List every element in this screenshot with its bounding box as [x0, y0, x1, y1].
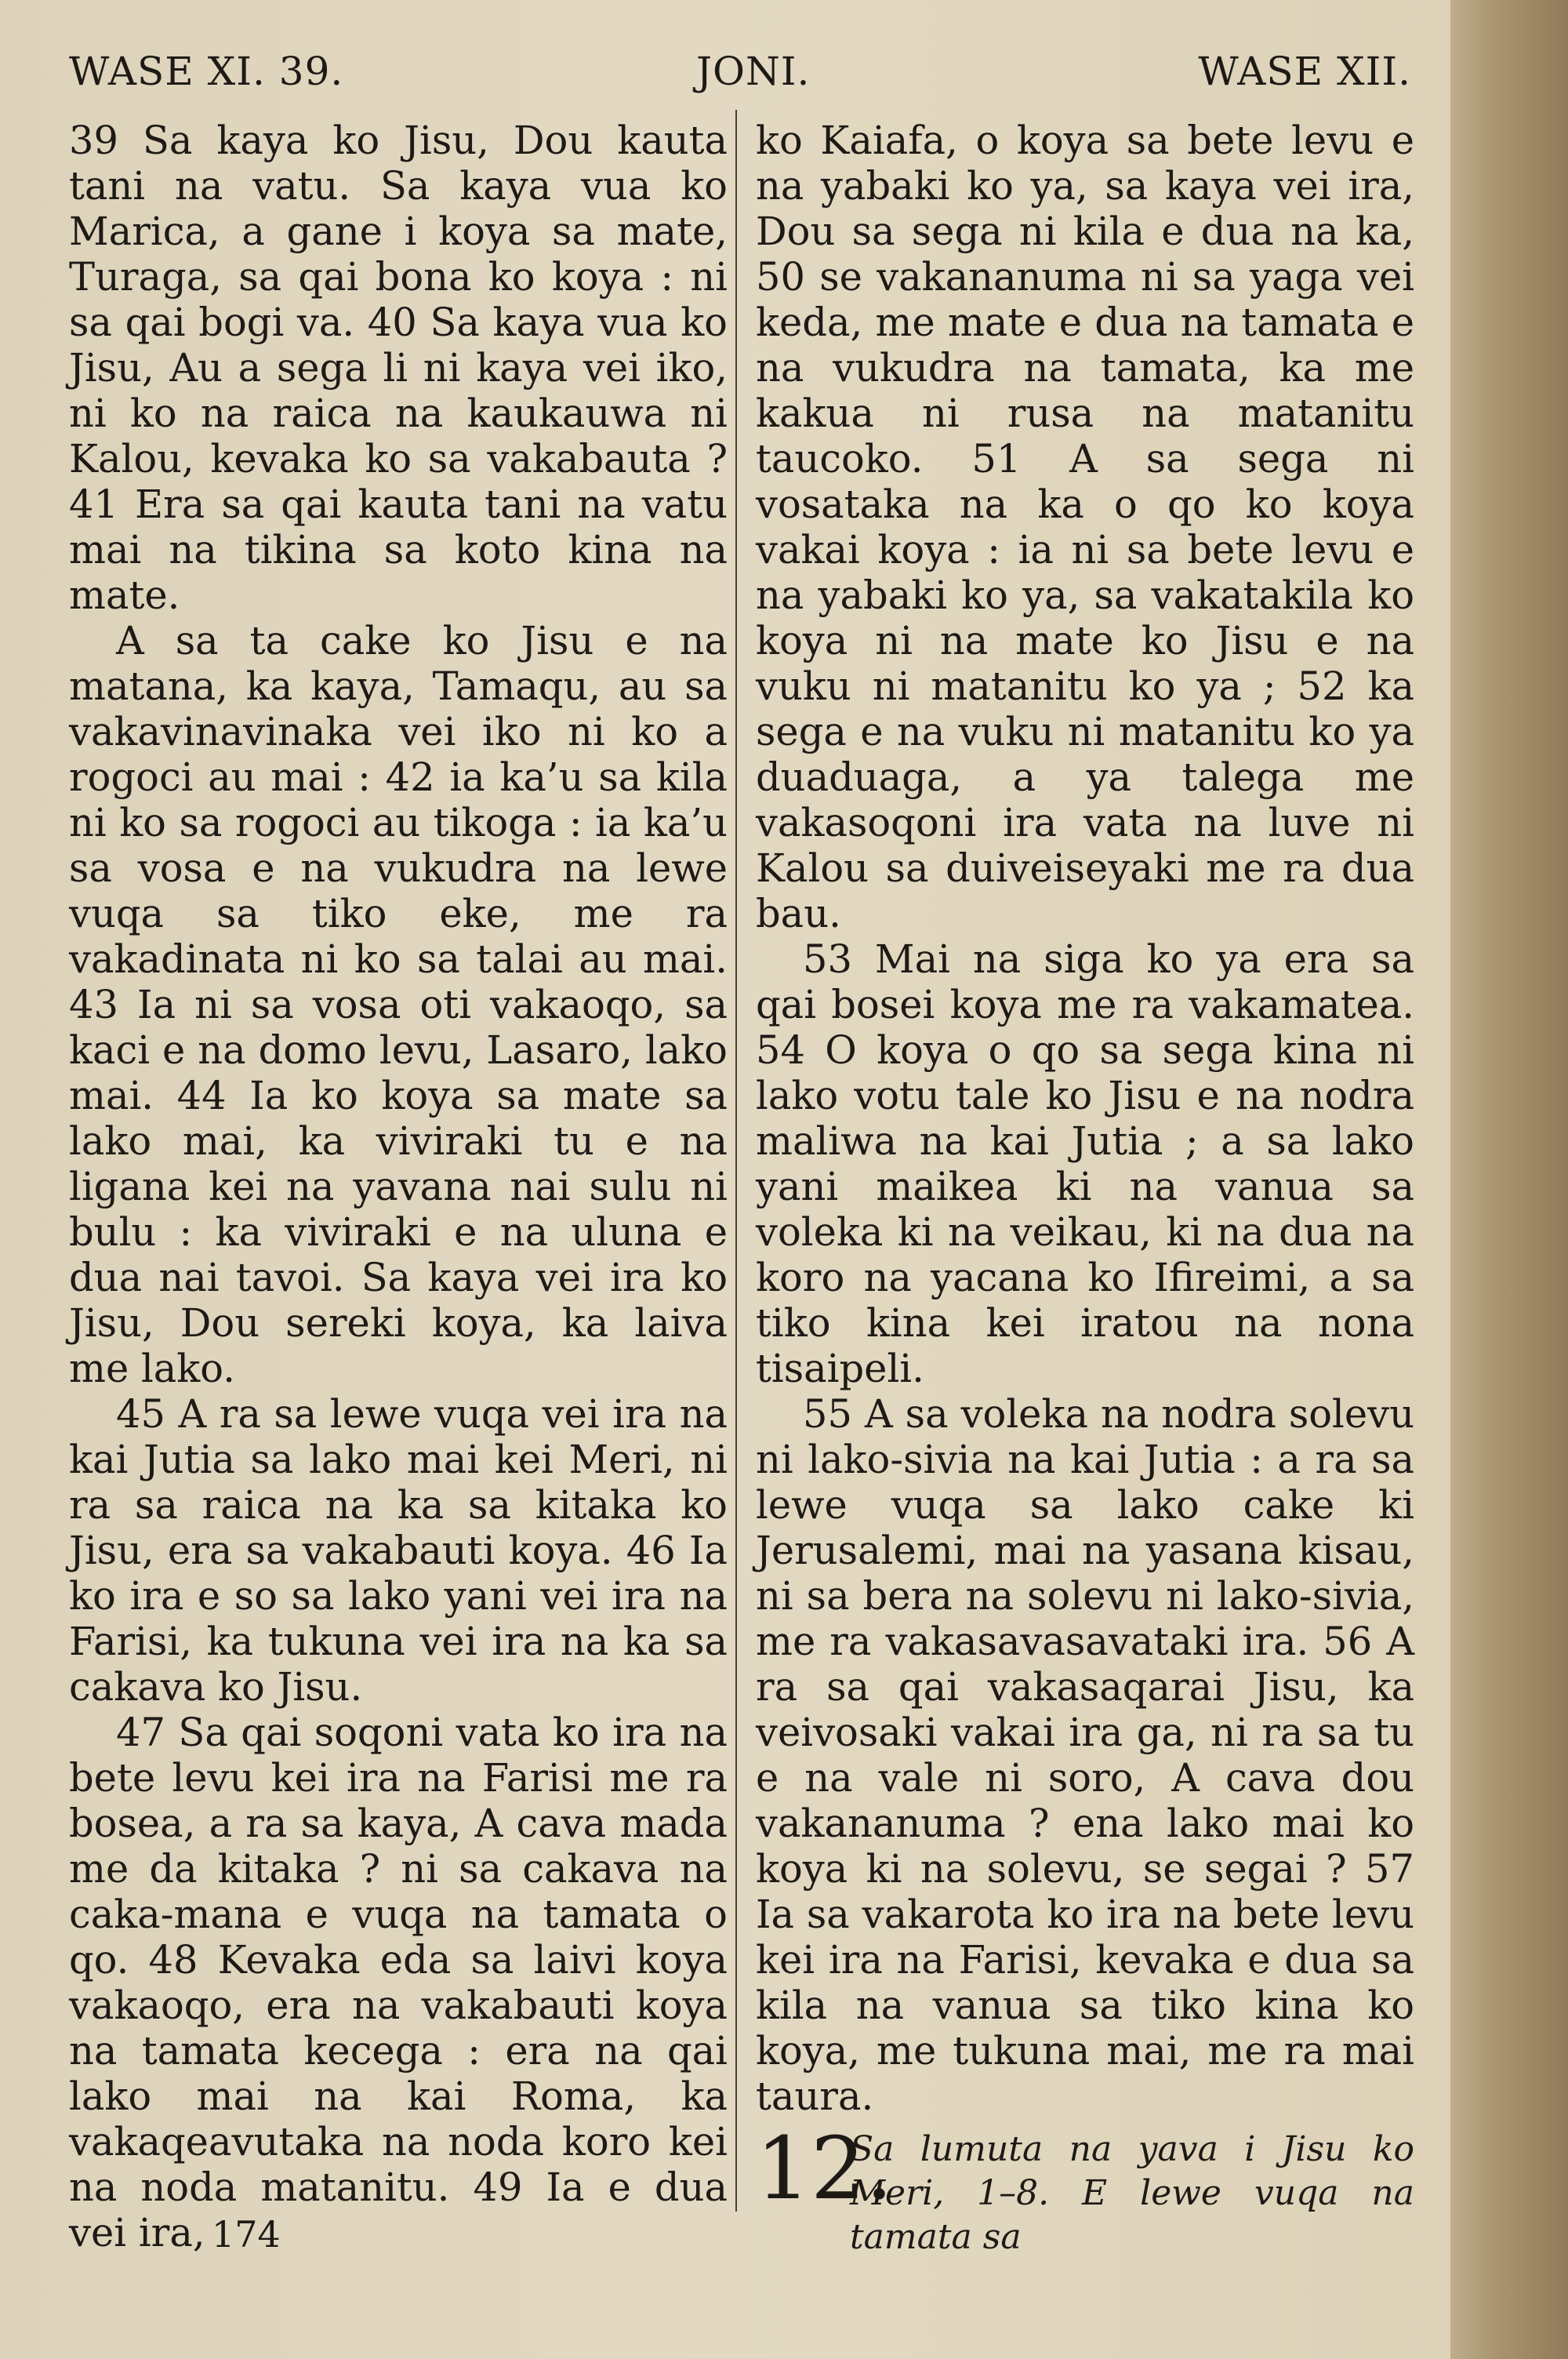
chapter-summary: Sa lumuta na yava i Jisu ko Meri, 1–8. E lewe vuqa na tamata sa [850, 2129, 1414, 2257]
chapter-number: 12. [756, 2118, 893, 2219]
left-column [69, 118, 728, 2255]
left-paragraph-2: A sa ta cake ko Jisu e na matana, ka kaya, Tamaqu, au sa vakavinavinaka vei iko ni ko a rogoci au mai : 42 ia ka’u sa kila ni ko sa rogoci au tikoga : ia ka’u sa vosa e na vukudra na lewe vuqa sa tiko eke, me ra vakadinata ni ko sa talai au mai. 43 Ia ni sa vosa oti vakaoqo, sa kaci e na domo levu, Lasaro, lako mai. 44 Ia ko koya sa mate sa lako mai, ka viviraki tu e na ligana kei na yavana nai sulu ni bulu : ka viviraki e na uluna e dua nai tavoi. Sa kaya vei ira ko Jisu, Dou sereki koya, ka laiva me lako. [69, 618, 728, 1391]
header-center: JONI. [696, 49, 811, 94]
running-header [69, 49, 1411, 104]
left-paragraph-3: 45 A ra sa lewe vuqa vei ira na kai Jutia sa lako mai kei Meri, ni ra sa raica na ka sa kitaka ko Jisu, era sa vakabauti koya. 46 Ia ko ira e so sa lako yani vei ira na Farisi, ka tukuna vei ira na ka sa cakava ko Jisu. [69, 1391, 728, 1710]
page-number: 174 [212, 2213, 281, 2255]
right-column [756, 118, 1414, 2119]
left-paragraph-4: 47 Sa qai soqoni vata ko ira na bete levu kei ira na Farisi me ra bosea, a ra sa kaya, A cava mada me da kitaka ? ni sa cakava na caka-mana e vuqa na tamata o qo. 48 Kevaka eda sa laivi koya vakaoqo, era na vakabauti koya na tamata kecega : era na qai lako mai na kai Roma, ka vakaqeavutaka na noda koro kei na noda matanitu. 49 Ia e dua vei ira, [69, 1710, 728, 2255]
right-paragraph-2: 53 Mai na siga ko ya era sa qai bosei koya me ra vakamatea. 54 O koya o qo sa sega kina ni lako votu tale ko Jisu e na nodra maliwa na kai Jutia ; a sa lako yani maikea ki na vanua sa voleka ki na veikau, ki na dua na koro na yacana ko Ifireimi, a sa tiko kina kei iratou na nona tisaipeli. [756, 936, 1414, 1391]
column-divider [735, 110, 737, 2212]
facing-page-edge [1450, 0, 1568, 2359]
right-paragraph-3: 55 A sa voleka na nodra solevu ni lako-sivia na kai Jutia : a ra sa lewe vuqa sa lako cake ki Jerusalemi, mai na yasana kisau, ni sa bera na solevu ni lako-sivia, me ra vakasavasavataki ira. 56 A ra sa qai vakasaqarai Jisu, ka veivosaki vakai ira ga, ni ra sa tu e na vale ni soro, A cava dou vakananuma ? ena lako mai ko koya ki na solevu, se segai ? 57 Ia sa vakarota ko ira na bete levu kei ira na Farisi, kevaka e dua sa kila na vanua sa tiko kina ko koya, me tukuna mai, me ra mai taura. [756, 1391, 1414, 2119]
left-paragraph-1: 39 Sa kaya ko Jisu, Dou kauta tani na vatu. Sa kaya vua ko Marica, a gane i koya sa mate, Turaga, sa qai bona ko koya : ni sa qai bogi va. 40 Sa kaya vua ko Jisu, Au a sega li ni kaya vei iko, ni ko na raica na kaukauwa ni Kalou, kevaka ko sa vakabauta ? 41 Era sa qai kauta tani na vatu mai na tikina sa koto kina na mate. [69, 118, 728, 618]
header-right: WASE XII. [1198, 49, 1411, 94]
header-left: WASE XI. 39. [69, 49, 344, 94]
chapter-heading [756, 2118, 1414, 2257]
right-paragraph-1: ko Kaiafa, o koya sa bete levu e na yabaki ko ya, sa kaya vei ira, Dou sa sega ni kila e dua na ka, 50 se vakananuma ni sa yaga vei keda, me mate e dua na tamata e na vukudra na tamata, ka me kakua ni rusa na matanitu taucoko. 51 A sa sega ni vosataka na ka o qo ko koya vakai koya : ia ni sa bete levu e na yabaki ko ya, sa vakatakila ko koya ni na mate ko Jisu e na vuku ni matanitu ko ya ; 52 ka sega e na vuku ni matanitu ko ya duaduaga, a ya talega me vakasoqoni ira vata na luve ni Kalou sa duiveiseyaki me ra dua bau. [756, 118, 1414, 936]
